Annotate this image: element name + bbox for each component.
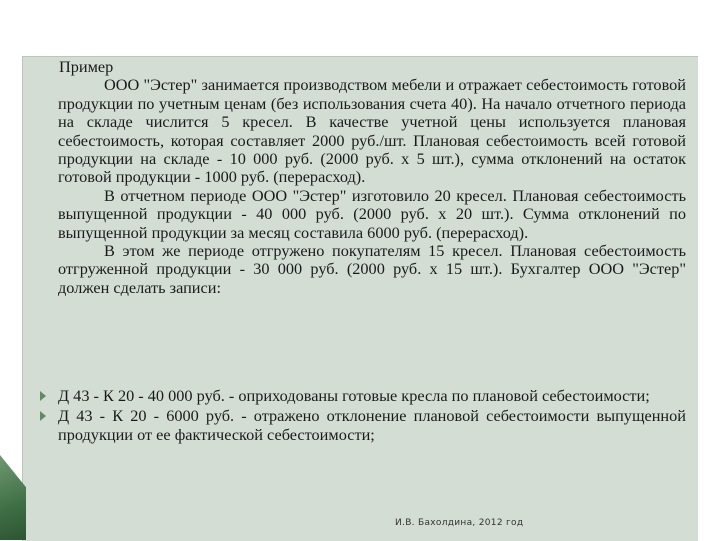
journal-entries-list bbox=[40, 387, 686, 446]
example-paragraph-3: В этом же периоде отгружено покупателям 15 кресел. Плановая себестоимость отгруженной продукции - 30 000 руб. (2000 руб. х 15 шт.). Бухгалтер ООО "Эстер" должен сделать записи: bbox=[58, 241, 686, 297]
bullet-arrow-icon bbox=[40, 391, 46, 401]
example-paragraph-2: В отчетном периоде ООО "Эстер" изготовило 20 кресел. Плановая себестоимость выпущенной продукции - 40 000 руб. (2000 руб. х 20 шт.). Сумма отклонений по выпущенной продукции за месяц составила 6000 руб. (перерасход). bbox=[58, 185, 686, 242]
journal-entry-text: Д 43 - К 20 - 6000 руб. - отражено отклонение плановой себестоимости выпущенной продукции от ее фактической себестоимости; bbox=[58, 406, 686, 444]
example-text-block bbox=[58, 58, 686, 297]
journal-entry-text: Д 43 - К 20 - 40 000 руб. - оприходованы готовые кресла по плановой себестоимости; bbox=[58, 386, 650, 405]
example-title: Пример bbox=[59, 57, 114, 76]
journal-entry-1 bbox=[40, 387, 686, 405]
journal-entry-2 bbox=[40, 407, 686, 444]
bullet-arrow-icon bbox=[40, 411, 46, 421]
footer-author: И.В. Бахолдина, 2012 год bbox=[395, 518, 524, 528]
example-paragraph-1: ООО "Эстер" занимается производством мебели и отражает себестоимость готовой продукции по учетным ценам (без использования счета 40). На начало отчетного периода на складе числится 5 кресел. В качестве учетной цены используется плановая себестоимость, которая составляет 2000 руб./шт. Плановая себестоимость всей готовой продукции на складе - 10 000 руб. (2000 руб. х 5 шт.), сумма отклонений на остаток готовой продукции - 1000 руб. (перерасход). bbox=[58, 75, 686, 187]
